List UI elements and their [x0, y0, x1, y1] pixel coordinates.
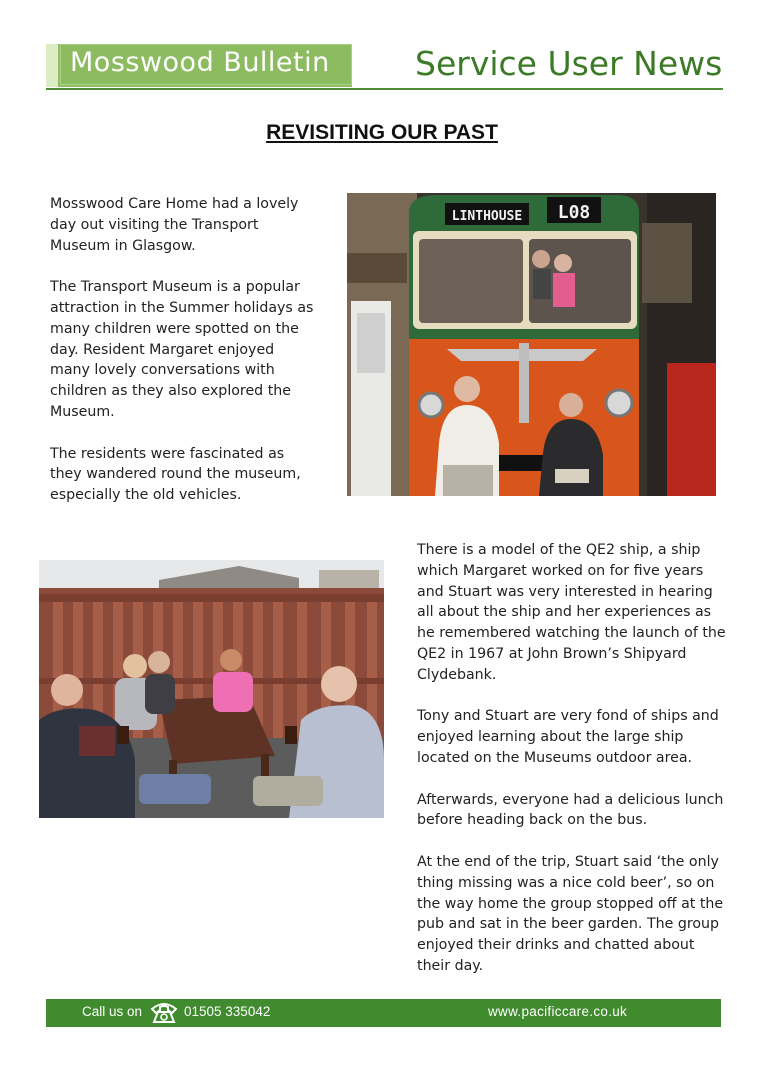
section-title: Service User News	[415, 44, 723, 83]
article-title: REVISITING OUR PAST	[266, 121, 498, 144]
footer-website[interactable]: www.pacificcare.co.uk	[488, 1004, 628, 1019]
bus-route-number: L08	[557, 202, 591, 223]
telephone-icon	[150, 1001, 178, 1025]
bus-destination-sign: LINTHOUSE	[451, 209, 523, 224]
paragraph: At the end of the trip, Stuart said ‘the only thing missing was a nice cold beer’, so on the way home the group stopped off at the pub and sat in the beer garden. The group enjoyed their drinks and chatted about their day.	[417, 853, 724, 974]
bulletin-logo-text: Mosswood Bulletin	[70, 47, 330, 78]
footer-call-label: Call us on	[82, 1004, 143, 1019]
paragraph: The Transport Museum is a popular attraction in the Summer holidays as many children were spotted on the day. Resident Margaret enjoyed many lovely conversations with children as they also explored the Museum.	[50, 279, 314, 420]
right-column-text	[417, 540, 727, 977]
footer-phone-number: 01505 335042	[184, 1004, 271, 1019]
left-column-text	[50, 194, 318, 506]
bus-photo	[347, 193, 716, 496]
paragraph: Mosswood Care Home had a lovely day out visiting the Transport Museum in Glasgow.	[50, 196, 299, 254]
paragraph: There is a model of the QE2 ship, a ship which Margaret worked on for five years and Stuart was very interested in hearing all about the ship and her experiences as he remembered watching the launch of the QE2 in 1967 at John Brown’s Shipyard Clydebank.	[417, 542, 726, 683]
header-divider	[46, 88, 723, 90]
paragraph: Afterwards, everyone had a delicious lunch before heading back on the bus.	[417, 791, 724, 829]
beer-garden-photo	[39, 560, 384, 818]
paragraph: The residents were fascinated as they wandered round the museum, especially the old vehicles.	[50, 445, 301, 504]
paragraph: Tony and Stuart are very fond of ships and enjoyed learning about the large ship located on the Museums outdoor area.	[417, 708, 719, 766]
